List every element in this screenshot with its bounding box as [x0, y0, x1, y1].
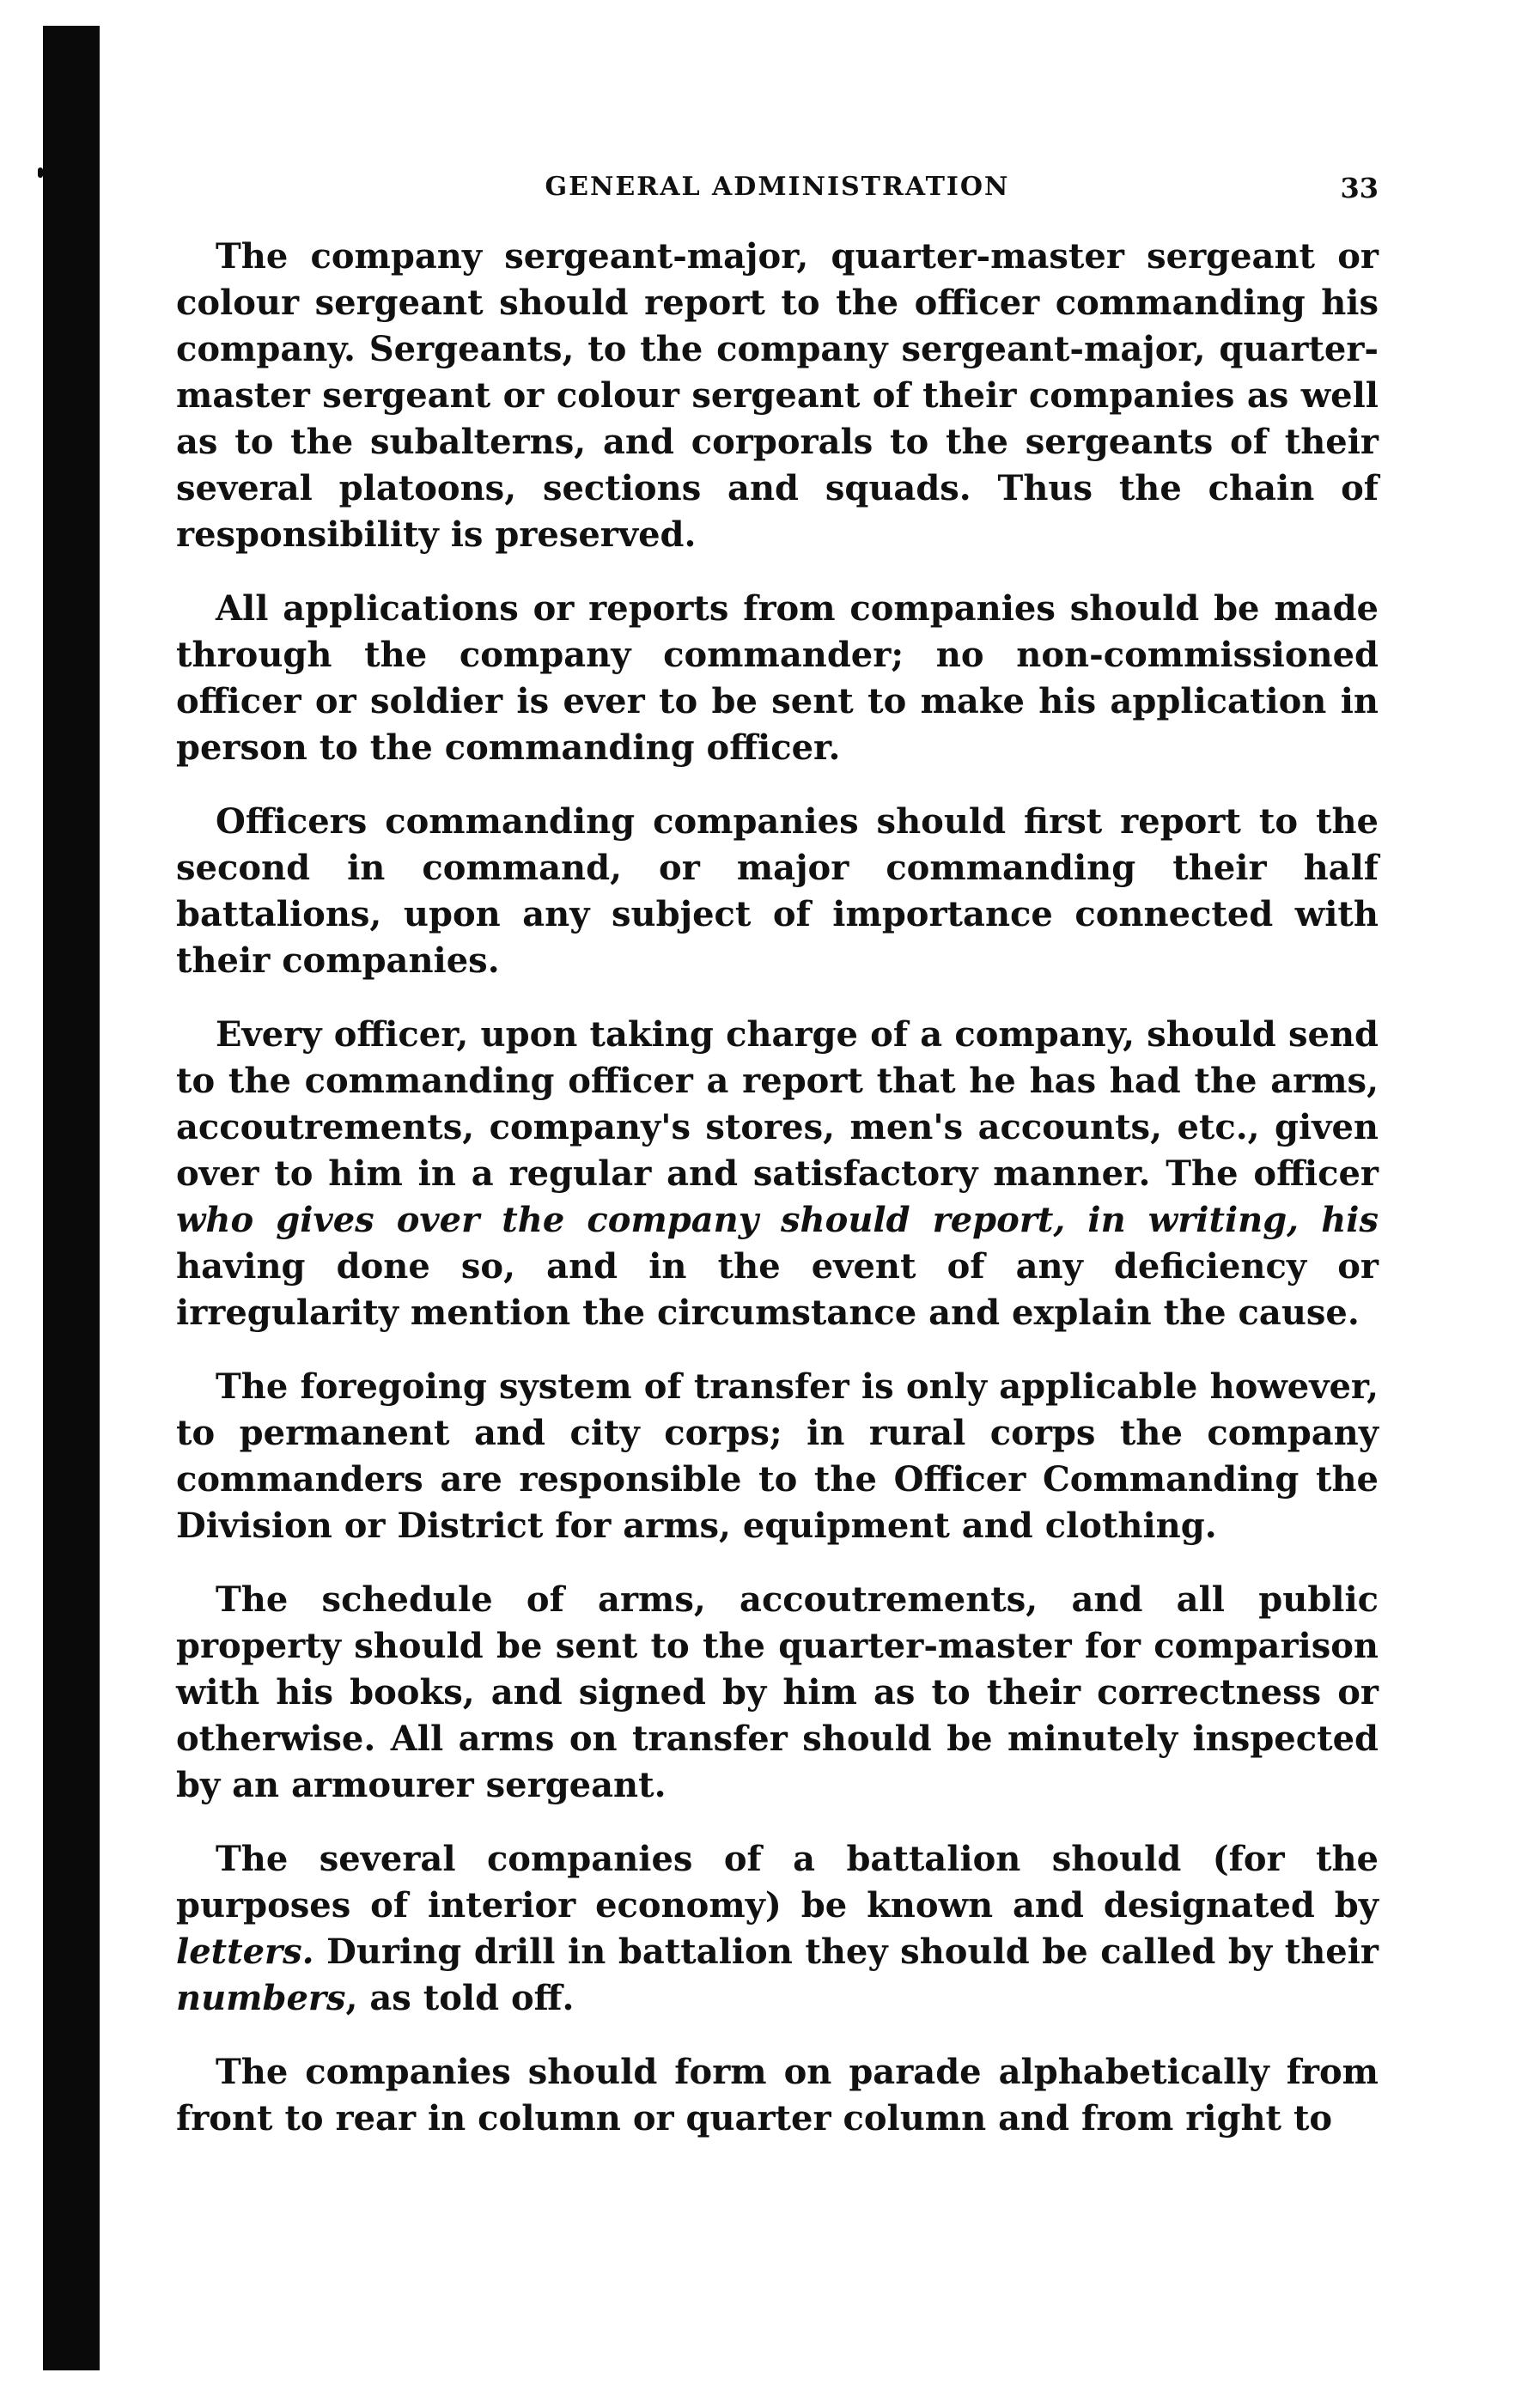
paragraph-text: The several companies of a battalion should (for the purposes of interior economy) be known and designated by	[176, 1839, 1379, 1926]
paragraph-taking-charge	[176, 1012, 1379, 1336]
paragraph-designation	[176, 1836, 1379, 2022]
scan-margin-bar	[43, 26, 100, 2370]
paragraph-text: Every officer, upon taking charge of a company, should send to the commanding officer a report that he has had the arms, accoutrements, company's stores, men's accounts, etc., given over to him in a regular and satisfactory manner. The officer	[176, 1014, 1379, 1194]
paragraph-text: The schedule of arms, accoutrements, and all public property should be sent to the quarter-master for comparison with his books, and signed by him as to their correctness or otherwise. All arms on transfer should be minutely inspected by an armourer sergeant.	[176, 1579, 1379, 1805]
paragraph-schedule	[176, 1577, 1379, 1809]
paragraph-transfer-system	[176, 1364, 1379, 1549]
page-number: 33	[1340, 172, 1379, 204]
paragraph-applications	[176, 586, 1379, 771]
paragraph-text: The company sergeant-major, quarter-master sergeant or colour sergeant should report to the officer commanding his company. Sergeants, to the company sergeant-major, quarter-master sergeant or colour sergeant of their companies as well as to the subalterns, and corporals to the sergeants of their several platoons, sections and squads. Thus the chain of responsibility is preserved.	[176, 236, 1379, 555]
running-title: GENERAL ADMINISTRATION	[545, 172, 1010, 202]
paragraph-text: Officers commanding companies should first report to the second in command, or major commanding their half battalions, upon any subject of importance connected with their companies.	[176, 801, 1379, 981]
paragraph-text: All applications or reports from companies should be made through the company commander; no non-commissioned officer or soldier is ever to be sent to make his application in person to the commanding officer.	[176, 588, 1379, 768]
paragraph-chain-of-responsibility	[176, 234, 1379, 558]
paragraph-text: having done so, and in the event of any deficiency or irregularity mention the circumstance and explain the cause.	[176, 1246, 1379, 1333]
paragraph-text: , as told off.	[345, 1978, 575, 2018]
paragraph-text: The companies should form on parade alphabetically from front to rear in column or quarter column and from right to	[176, 2052, 1379, 2139]
scan-fleck	[38, 167, 43, 178]
paragraph-parade-formation	[176, 2049, 1379, 2142]
paragraph-italic-text: numbers	[176, 1978, 346, 2018]
paragraph-text: The foregoing system of transfer is only applicable however, to permanent and city corps; in rural corps the company commanders are responsible to the Officer Commanding the Division or District for arms, equipment and clothing.	[176, 1366, 1379, 1546]
paragraph-italic-text: letters.	[176, 1932, 314, 1972]
paragraph-text: During drill in battalion they should be called by their	[313, 1932, 1379, 1972]
paragraph-officers-report	[176, 799, 1379, 984]
running-header	[176, 172, 1379, 215]
paragraph-italic-text: who gives over the company should report, in writing, his	[176, 1200, 1379, 1240]
page-body	[176, 172, 1379, 2169]
